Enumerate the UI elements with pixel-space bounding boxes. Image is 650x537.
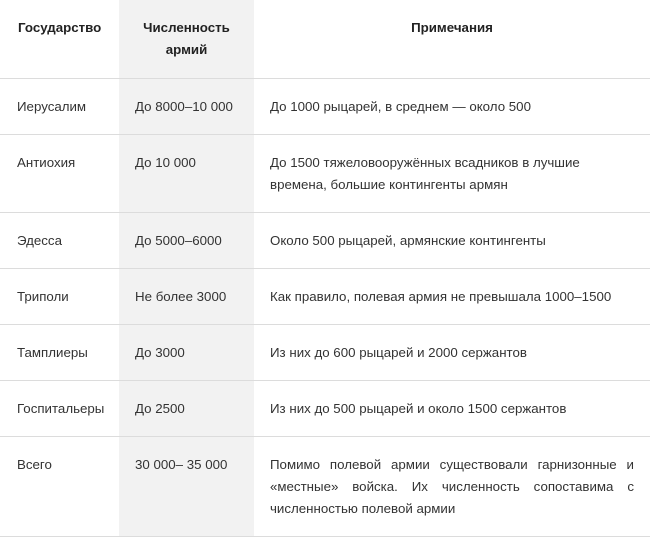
army-size-cell: До 3000 xyxy=(119,325,254,381)
state-cell: Тамплиеры xyxy=(0,325,119,381)
army-size-cell: До 2500 xyxy=(119,381,254,437)
state-cell: Всего xyxy=(0,437,119,537)
state-cell: Антиохия xyxy=(0,135,119,213)
notes-cell: Около 500 рыцарей, армянские контингенты xyxy=(254,213,650,269)
state-cell: Иерусалим xyxy=(0,79,119,135)
state-cell: Госпитальеры xyxy=(0,381,119,437)
notes-cell: Как правило, полевая армия не превышала 1000–1500 xyxy=(254,269,650,325)
header-row xyxy=(0,0,650,79)
header-army-size: Численность армий xyxy=(119,0,254,79)
army-size-cell: Не более 3000 xyxy=(119,269,254,325)
notes-cell: Из них до 600 рыцарей и 2000 сержантов xyxy=(254,325,650,381)
army-size-cell: До 8000–10 000 xyxy=(119,79,254,135)
table-row-total xyxy=(0,437,650,537)
army-size-cell: До 5000–6000 xyxy=(119,213,254,269)
notes-cell: Помимо полевой армии существовали гарнизонные и «местные» войска. Их численность сопоставима с численностью полевой армии xyxy=(254,437,650,537)
table-row xyxy=(0,135,650,213)
table-row xyxy=(0,325,650,381)
header-state: Государство xyxy=(0,0,119,79)
table-row xyxy=(0,213,650,269)
notes-cell: До 1000 рыцарей, в среднем — около 500 xyxy=(254,79,650,135)
header-notes: Примечания xyxy=(254,0,650,79)
state-cell: Триполи xyxy=(0,269,119,325)
notes-cell: Из них до 500 рыцарей и около 1500 сержантов xyxy=(254,381,650,437)
table-row xyxy=(0,269,650,325)
table-row xyxy=(0,381,650,437)
army-size-cell: 30 000– 35 000 xyxy=(119,437,254,537)
notes-cell: До 1500 тяжеловооружённых всадников в лучшие времена, большие контингенты армян xyxy=(254,135,650,213)
army-size-cell: До 10 000 xyxy=(119,135,254,213)
state-cell: Эдесса xyxy=(0,213,119,269)
table-row xyxy=(0,79,650,135)
